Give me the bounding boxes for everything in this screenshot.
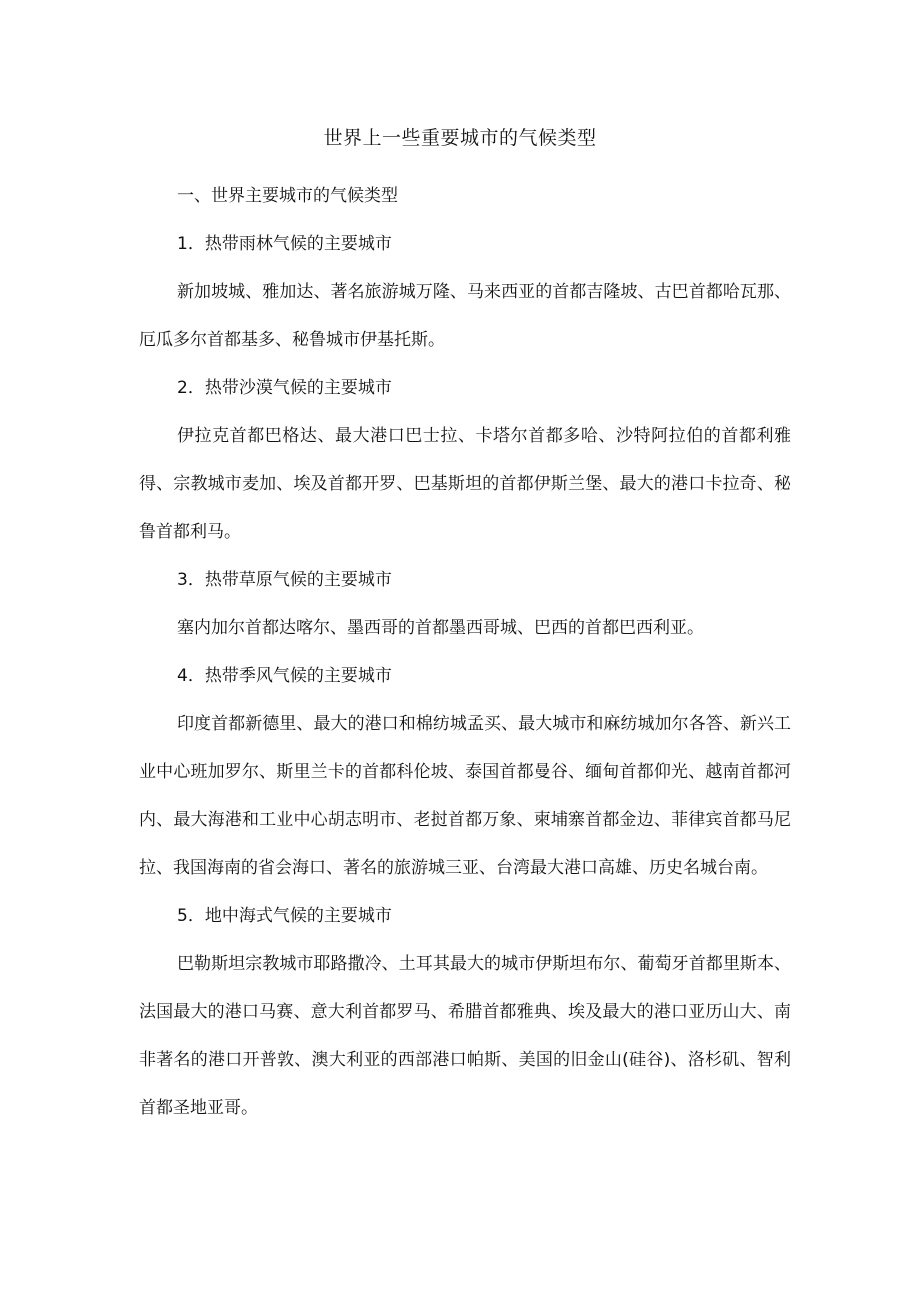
item-text-1: 新加坡城、雅加达、著名旅游城万隆、马来西亚的首都吉隆坡、古巴首都哈瓦那、厄瓜多尔首都基多、秘鲁城市伊基托斯。 [139,282,791,350]
item-heading-2: 2．热带沙漠气候的主要城市 [177,378,392,398]
item-heading-1: 1．热带雨林气候的主要城市 [177,234,392,254]
item-heading-3: 3．热带草原气候的主要城市 [177,570,392,590]
document-body [139,172,791,1132]
section-heading: 一、世界主要城市的气候类型 [177,186,398,206]
item-text-4: 印度首都新德里、最大的港口和棉纺城孟买、最大城市和麻纺城加尔各答、新兴工业中心班加罗尔、斯里兰卡的首都科伦坡、泰国首都曼谷、缅甸首都仰光、越南首都河内、最大海港和工业中心胡志明市、老挝首都万象、柬埔寨首都金边、菲律宾首都马尼拉、我国海南的省会海口、著名的旅游城三亚、台湾最大港口高雄、历史名城台南。 [139,714,791,878]
item-text-3: 塞内加尔首都达喀尔、墨西哥的首都墨西哥城、巴西的首都巴西利亚。 [177,618,704,638]
item-text-2: 伊拉克首都巴格达、最大港口巴士拉、卡塔尔首都多哈、沙特阿拉伯的首都利雅得、宗教城市麦加、埃及首都开罗、巴基斯坦的首都伊斯兰堡、最大的港口卡拉奇、秘鲁首都利马。 [139,426,791,542]
document-title: 世界上一些重要城市的气候类型 [323,127,597,149]
item-heading-5: 5．地中海式气候的主要城市 [177,906,392,926]
item-heading-4: 4．热带季风气候的主要城市 [177,666,392,686]
item-text-5: 巴勒斯坦宗教城市耶路撒冷、土耳其最大的城市伊斯坦布尔、葡萄牙首都里斯本、法国最大的港口马赛、意大利首都罗马、希腊首都雅典、埃及最大的港口亚历山大、南非著名的港口开普敦、澳大利亚的西部港口帕斯、美国的旧金山(硅谷)、洛杉矶、智利首都圣地亚哥。 [139,954,791,1118]
